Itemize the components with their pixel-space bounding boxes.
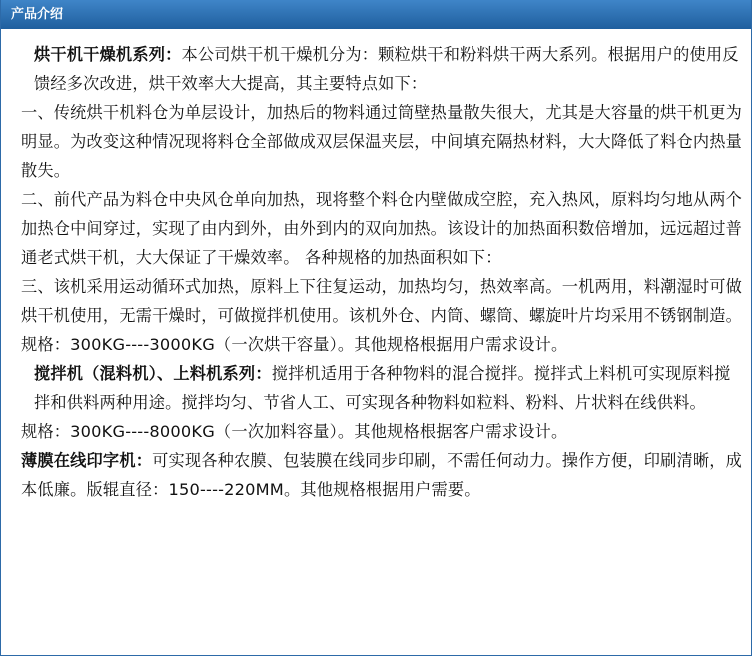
mixer-spec: 规格：300KG----8000KG（一次加料容量）。其他规格根据客户需求设计。 xyxy=(21,422,568,441)
panel-content xyxy=(1,29,751,504)
panel-header-title: 产品介绍 xyxy=(1,0,751,29)
mixer-paragraph xyxy=(21,359,743,417)
dryer-point-3: 三、该机采用运动循环式加热，原料上下往复运动，加热均匀，热效率高。一机两用，料潮湿时可做烘干机使用，无需干燥时，可做搅拌机使用。该机外仓、内筒、螺筒、螺旋叶片均采用不锈钢制造。 xyxy=(21,277,743,325)
dryer-section-title: 烘干机干燥机系列： xyxy=(34,45,182,64)
printer-section-title: 薄膜在线印字机： xyxy=(21,451,153,470)
printer-paragraph xyxy=(21,446,743,504)
dryer-point-1: 一、传统烘干机料仓为单层设计，加热后的物料通过筒壁热量散失很大，尤其是大容量的烘干机更为明显。为改变这种情况现将料仓全部做成双层保温夹层，中间填充隔热材料，大大降低了料仓内热量散失。 xyxy=(21,103,743,180)
dryer-spec: 规格：300KG----3000KG（一次烘干容量）。其他规格根据用户需求设计。 xyxy=(21,335,568,354)
mixer-section-title: 搅拌机（混料机）、上料机系列： xyxy=(34,364,272,383)
dryer-intro-text: 本公司烘干机干燥机分为：颗粒烘干和粉料烘干两大系列。根据用户的使用反馈经多次改进，烘干效率大大提高，其主要特点如下： xyxy=(34,45,739,93)
printer-intro-text: 可实现各种农膜、包装膜在线同步印刷，不需任何动力。操作方便，印刷清晰，成本低廉。版辊直径：150----220MM。其他规格根据用户需要。 xyxy=(21,451,743,499)
dryer-point-2: 二、前代产品为料仓中央风仓单向加热，现将整个料仓内壁做成空腔，充入热风，原料均匀地从两个加热仓中间穿过，实现了由内到外，由外到内的双向加热。该设计的加热面积数倍增加，远远超过普通老式烘干机，大大保证了干燥效率。 各种规格的加热面积如下： xyxy=(21,190,743,267)
dryer-paragraph xyxy=(21,40,743,98)
mixer-intro-text: 搅拌机适用于各种物料的混合搅拌。搅拌式上料机可实现原料搅拌和供料两种用途。搅拌均匀、节省人工、可实现各种物料如粒料、粉料、片状料在线供料。 xyxy=(34,364,731,412)
